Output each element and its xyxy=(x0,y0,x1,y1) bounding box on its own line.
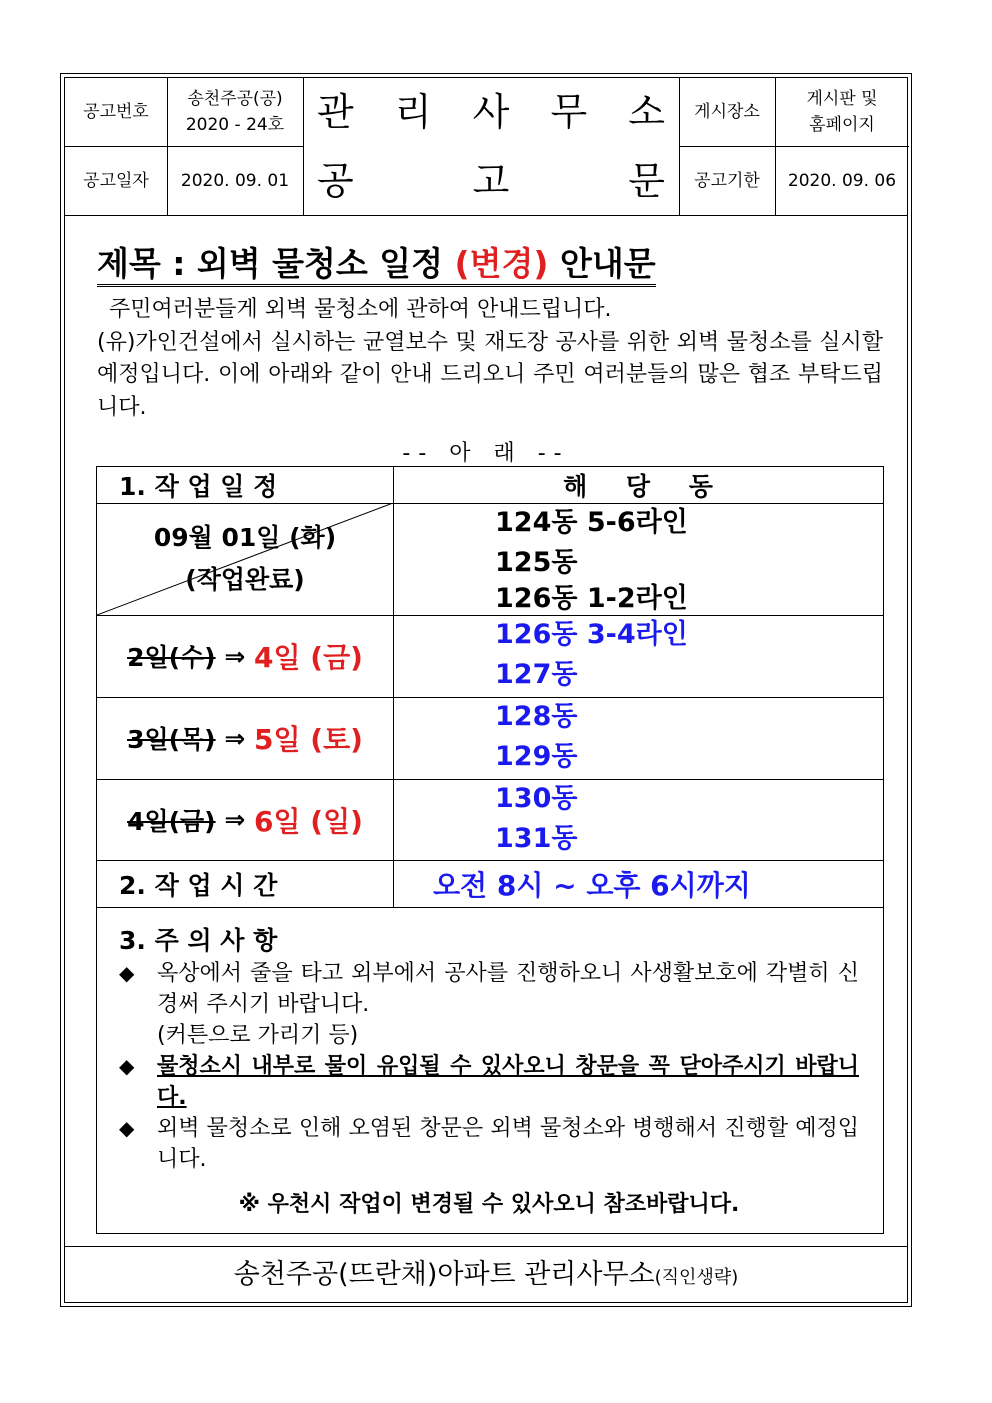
notice-no-line1: 송천주공(공) xyxy=(187,89,283,109)
caution-text: 외벽 물청소로 인해 오염된 창문은 외벽 물청소와 병행해서 진행할 예정입니다. xyxy=(157,1116,859,1172)
post-place-line1: 게시판 및 xyxy=(806,89,878,109)
document-frame xyxy=(60,73,912,1307)
notice-no-label: 공고번호 xyxy=(83,102,149,122)
schedule-row-buildings xyxy=(393,615,883,697)
office-title xyxy=(303,78,679,146)
schedule-table xyxy=(96,466,884,1234)
office-title-char: 소 xyxy=(628,90,665,134)
document-inner-frame xyxy=(64,77,908,1303)
title-changed-tag: (변경) xyxy=(454,244,549,283)
office-title-char: 관 xyxy=(317,90,354,134)
notice-date-label: 공고일자 xyxy=(83,170,149,191)
notice-title-char: 고 xyxy=(472,158,510,203)
caution-item xyxy=(119,1113,859,1175)
building-item: 128동 xyxy=(495,701,578,732)
below-label: -- 아 래 -- xyxy=(402,441,570,466)
post-place-label: 게시장소 xyxy=(694,102,760,122)
title-suffix: 안내문 xyxy=(548,244,656,283)
cautions-heading: 3. 주 의 사 항 xyxy=(119,926,278,955)
schedule-row-date xyxy=(97,615,393,697)
new-date: 6일 (일) xyxy=(254,804,363,838)
building-item: 126동 3-4라인 xyxy=(495,619,688,650)
post-place-line2: 홈페이지 xyxy=(809,115,875,135)
footer-seal-note: (직인생략) xyxy=(654,1267,739,1288)
deadline-label: 공고기한 xyxy=(694,170,760,191)
intro-body: (유)가인건설에서 실시하는 균열보수 및 재도장 공사를 위한 외벽 물청소를 실시할 예정입니다. 이에 아래와 같이 안내 드리오니 주민 여러분들의 많은 협조 부탁드립니다. xyxy=(97,329,883,420)
arrow-icon: ⇒ xyxy=(224,641,246,671)
old-date: 3일(목) xyxy=(127,725,216,754)
caution-item xyxy=(119,958,859,1020)
notice-header-table xyxy=(65,78,907,216)
deadline-value: 2020. 09. 06 xyxy=(787,170,897,191)
schedule-heading: 1. 작 업 일 정 xyxy=(119,472,278,501)
office-title-char: 사 xyxy=(472,90,510,134)
post-place-value xyxy=(775,78,909,146)
building-item: 127동 xyxy=(495,659,578,690)
completed-date: 09월 01일 (화) xyxy=(153,523,337,552)
office-title-char: 무 xyxy=(550,90,588,134)
building-item: 130동 xyxy=(495,783,578,814)
completed-buildings-cell xyxy=(393,503,883,615)
cautions-section xyxy=(119,925,859,1220)
schedule-row-date xyxy=(97,779,393,860)
completed-status: (작업완료) xyxy=(185,565,305,594)
footer-org xyxy=(65,1252,907,1291)
intro-text xyxy=(97,294,883,424)
diamond-bullet-icon: ◆ xyxy=(119,1116,135,1140)
old-date: 4일(금) xyxy=(127,806,216,836)
notice-title-char: 문 xyxy=(628,158,665,203)
notice-title-char: 공 xyxy=(317,158,354,203)
caution-text: 물청소시 내부로 물이 유입될 수 있사오니 창문을 꼭 닫아주시기 바랍니다. xyxy=(157,1054,859,1110)
caution-text: 옥상에서 줄을 타고 외부에서 공사를 진행하오니 사생활보호에 각별히 신경써 주시기 바랍니다. xyxy=(157,961,859,1017)
title-prefix: 제목 : 외벽 물청소 일정 xyxy=(97,244,455,283)
arrow-icon: ⇒ xyxy=(224,723,246,753)
schedule-row-date xyxy=(97,697,393,779)
office-title-char: 리 xyxy=(394,90,432,134)
new-date: 5일 (토) xyxy=(254,723,363,756)
building-item: 131동 xyxy=(495,823,578,854)
building-item: 129동 xyxy=(495,741,578,772)
document-title xyxy=(97,244,656,287)
completed-date-cell xyxy=(97,503,393,615)
work-time-value: 오전 8시 ~ 오후 6시까지 xyxy=(433,868,751,902)
notice-no-line2: 2020 - 24호 xyxy=(185,115,285,135)
intro-line1: 주민여러분들게 외벽 물청소에 관하여 안내드립니다. xyxy=(109,297,612,322)
diamond-bullet-icon: ◆ xyxy=(119,961,135,985)
footer-org-name: 송천주공(뜨란채)아파트 관리사무소 xyxy=(233,1259,655,1290)
old-date: 2일(수) xyxy=(127,643,216,672)
caution-subtext: (커튼으로 가리기 등) xyxy=(157,1023,359,1048)
notice-title xyxy=(303,146,679,215)
notice-date-value: 2020. 09. 01 xyxy=(180,170,290,191)
arrow-icon: ⇒ xyxy=(224,805,246,834)
building-item: 126동 1-2라인 xyxy=(495,583,688,614)
caution-item-emphasis xyxy=(119,1051,859,1113)
rain-note: ※ 우천시 작업이 변경될 수 있사오니 참조바랍니다. xyxy=(238,1192,740,1217)
schedule-row-buildings xyxy=(393,779,883,860)
new-date: 4일 (금) xyxy=(254,641,363,674)
building-item: 124동 5-6라인 xyxy=(495,507,688,538)
schedule-row-buildings xyxy=(393,697,883,779)
notice-no-value xyxy=(167,78,303,146)
building-item: 125동 xyxy=(495,547,578,578)
buildings-heading: 해 당 동 xyxy=(563,472,713,501)
diamond-bullet-icon: ◆ xyxy=(119,1054,135,1078)
work-time-heading: 2. 작 업 시 간 xyxy=(119,870,278,900)
